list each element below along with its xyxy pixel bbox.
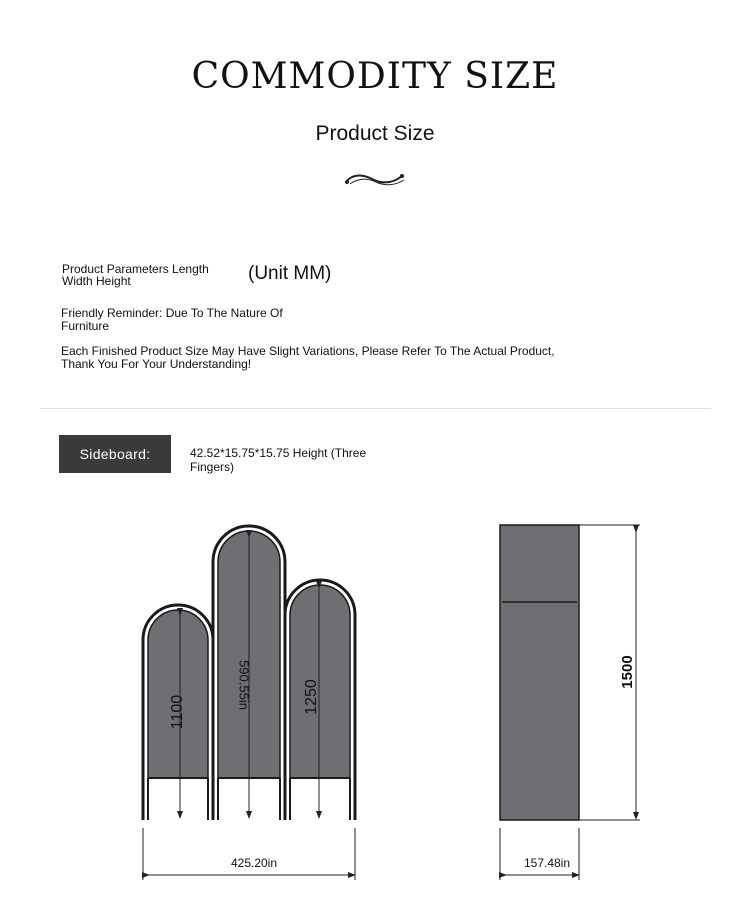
product-parameters-label: Product Parameters Length Width Height (62, 262, 209, 288)
middle-height-label: 590.55in (236, 660, 252, 710)
product-label-badge: Sideboard: (59, 435, 171, 473)
friendly-reminder: Friendly Reminder: Due To The Nature Of Furniture (61, 306, 283, 333)
page-title: COMMODITY SIZE (191, 56, 559, 97)
left-height-label: 1100 (169, 694, 187, 730)
section-subtitle: Product Size (315, 122, 435, 145)
right-height-label: 1250 (303, 679, 321, 715)
unit-label: (Unit MM) (248, 263, 332, 284)
total-width-label: 425.20in (230, 856, 278, 870)
side-depth-label: 157.48in (523, 856, 571, 870)
side-view-panel (500, 525, 640, 880)
product-spec: 42.52*15.75*15.75 Height (Three Fingers) (190, 446, 367, 474)
width-dimension (143, 828, 355, 880)
variation-note: Each Finished Product Size May Have Slight Variations, Please Refer To The Actual Product, Thank You For Your Understanding! (61, 344, 555, 371)
side-height-label: 1500 (618, 655, 636, 689)
